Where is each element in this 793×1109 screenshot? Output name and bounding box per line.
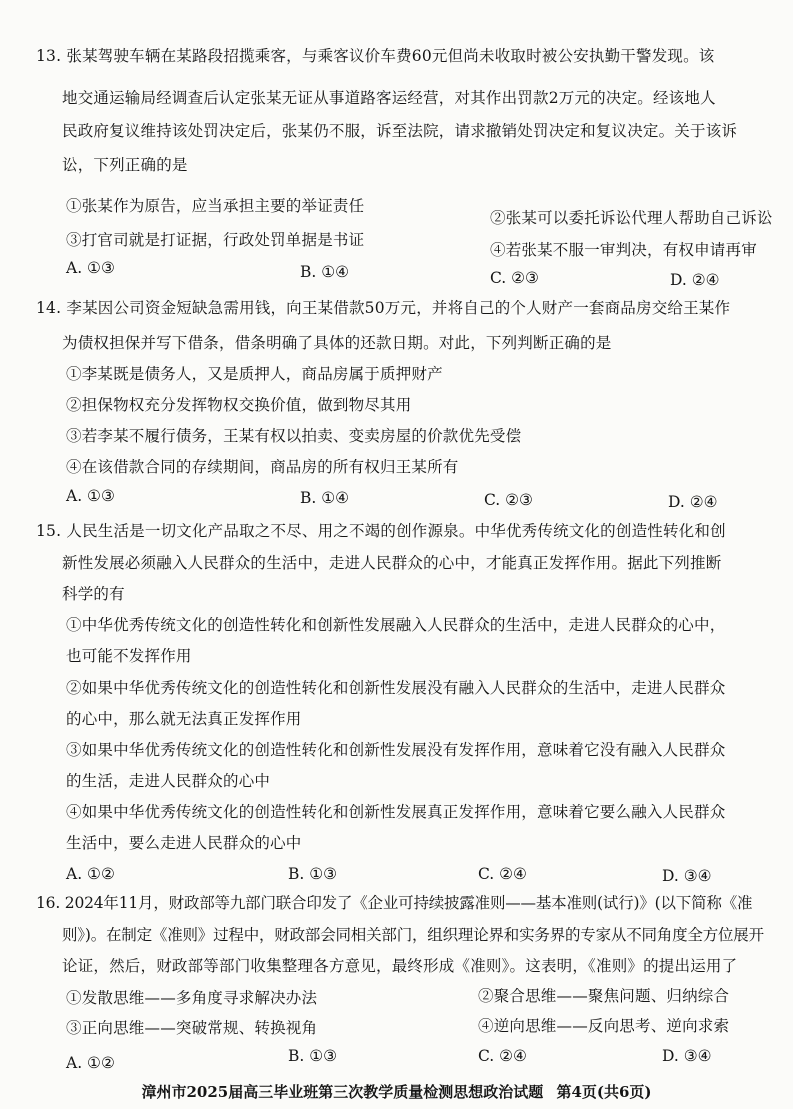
question-16-stem-line: 16. 2024年11月，财政部等九部门联合印发了《企业可持续披露准则——基本准则(试行)》(以下简称《准 bbox=[36, 894, 753, 912]
question-13-statement-1: ①张某作为原告，应当承担主要的举证责任 bbox=[66, 197, 365, 215]
question-14-statement-2: ②担保物权充分发挥物权交换价值，做到物尽其用 bbox=[66, 396, 412, 414]
question-16-option-a[interactable]: A. ①② bbox=[66, 1054, 115, 1072]
question-14-stem-line: 14. 李某因公司资金短缺急需用钱，向王某借款50万元，并将自己的个人财产一套商品房交给王某作 bbox=[36, 299, 731, 317]
question-16-option-b[interactable]: B. ①③ bbox=[288, 1047, 338, 1065]
question-14-option-c[interactable]: C. ②③ bbox=[484, 491, 533, 509]
question-15-option-c[interactable]: C. ②④ bbox=[478, 865, 527, 883]
question-15-stem-line: 新性发展必须融入人民群众的生活中，走进人民群众的心中，才能真正发挥作用。据此下列推断 bbox=[62, 554, 722, 572]
question-15-statement-3-cont: 的生活，走进人民群众的心中 bbox=[66, 772, 271, 790]
question-13-stem-line: 13. 张某驾驶车辆在某路段招揽乘客，与乘客议价车费60元但尚未收取时被公安执勤干警发现。该 bbox=[36, 47, 715, 65]
question-14-option-a[interactable]: A. ①③ bbox=[66, 487, 115, 505]
question-15-statement-2: ②如果中华优秀传统文化的创造性转化和创新性发展没有融入人民群众的生活中，走进人民群众 bbox=[66, 679, 726, 697]
question-16-statement-2: ②聚合思维——聚焦问题、归纳综合 bbox=[478, 987, 730, 1005]
question-15-statement-4: ④如果中华优秀传统文化的创造性转化和创新性发展真正发挥作用，意味着它要么融入人民群众 bbox=[66, 803, 726, 821]
question-14-stem-line: 为债权担保并写下借条，借条明确了具体的还款日期。对此，下列判断正确的是 bbox=[62, 334, 612, 352]
question-15-statement-1-cont: 也可能不发挥作用 bbox=[66, 647, 192, 665]
question-15-statement-2-cont: 的心中，那么就无法真正发挥作用 bbox=[66, 710, 302, 728]
question-16-statement-3: ③正向思维——突破常规、转换视角 bbox=[66, 1019, 318, 1037]
question-15-option-a[interactable]: A. ①② bbox=[66, 865, 115, 883]
question-15-option-b[interactable]: B. ①③ bbox=[288, 865, 338, 883]
question-14-option-d[interactable]: D. ②④ bbox=[668, 493, 718, 511]
question-13-stem-line: 地交通运输局经调查后认定张某无证从事道路客运经营，对其作出罚款2万元的决定。经该地人 bbox=[62, 89, 716, 107]
question-14-statement-3: ③若李某不履行债务，王某有权以拍卖、变卖房屋的价款优先受偿 bbox=[66, 427, 522, 445]
question-16-stem-line: 则》)。在制定《准则》过程中，财政部会同相关部门，组织理论界和实务界的专家从不同角度全方位展开 bbox=[62, 926, 764, 944]
question-13-statement-2: ②张某可以委托诉讼代理人帮助自己诉讼 bbox=[490, 209, 773, 227]
question-15-statement-4-cont: 生活中，要么走进人民群众的心中 bbox=[66, 834, 302, 852]
question-15-statement-1: ①中华优秀传统文化的创造性转化和创新性发展融入人民群众的生活中，走进人民群众的心中， bbox=[66, 616, 726, 634]
question-14-statement-4: ④在该借款合同的存续期间，商品房的所有权归王某所有 bbox=[66, 458, 459, 476]
question-13-statement-3: ③打官司就是打证据，行政处罚单据是书证 bbox=[66, 231, 365, 249]
question-16-option-c[interactable]: C. ②④ bbox=[478, 1047, 527, 1065]
question-15-stem-line: 15. 人民生活是一切文化产品取之不尽、用之不竭的创作源泉。中华优秀传统文化的创造性转化和创 bbox=[36, 522, 726, 540]
question-16-statement-4: ④逆向思维——反向思考、逆向求索 bbox=[478, 1017, 730, 1035]
question-15-statement-3: ③如果中华优秀传统文化的创造性转化和创新性发展没有发挥作用，意味着它没有融入人民群众 bbox=[66, 741, 726, 759]
question-13-stem-line: 民政府复议维持该处罚决定后，张某仍不服，诉至法院，请求撤销处罚决定和复议决定。关于该诉 bbox=[62, 122, 738, 140]
page-footer bbox=[0, 1082, 793, 1102]
question-15-option-d[interactable]: D. ③④ bbox=[662, 867, 712, 885]
question-13-statement-4: ④若张某不服一审判决，有权申请再审 bbox=[490, 241, 757, 259]
exam-title: 漳州市2025届高三毕业班第三次教学质量检测思想政治试题 bbox=[141, 1083, 544, 1101]
question-13-option-b[interactable]: B. ①④ bbox=[300, 263, 350, 281]
page-number: 第4页(共6页) bbox=[556, 1083, 652, 1101]
question-15-stem-line: 科学的有 bbox=[62, 585, 125, 603]
question-14-statement-1: ①李某既是债务人，又是质押人，商品房属于质押财产 bbox=[66, 365, 443, 383]
question-13-option-a[interactable]: A. ①③ bbox=[66, 259, 115, 277]
question-13-option-d[interactable]: D. ②④ bbox=[670, 271, 720, 289]
question-16-statement-1: ①发散思维——多角度寻求解决办法 bbox=[66, 989, 318, 1007]
question-16-stem-line: 论证，然后，财政部等部门收集整理各方意见，最终形成《准则》。这表明，《准则》的提出运用了 bbox=[62, 957, 738, 975]
question-13-stem-line: 讼，下列正确的是 bbox=[62, 156, 188, 174]
question-14-option-b[interactable]: B. ①④ bbox=[300, 489, 350, 507]
question-13-option-c[interactable]: C. ②③ bbox=[490, 269, 539, 287]
question-16-option-d[interactable]: D. ③④ bbox=[662, 1047, 712, 1065]
